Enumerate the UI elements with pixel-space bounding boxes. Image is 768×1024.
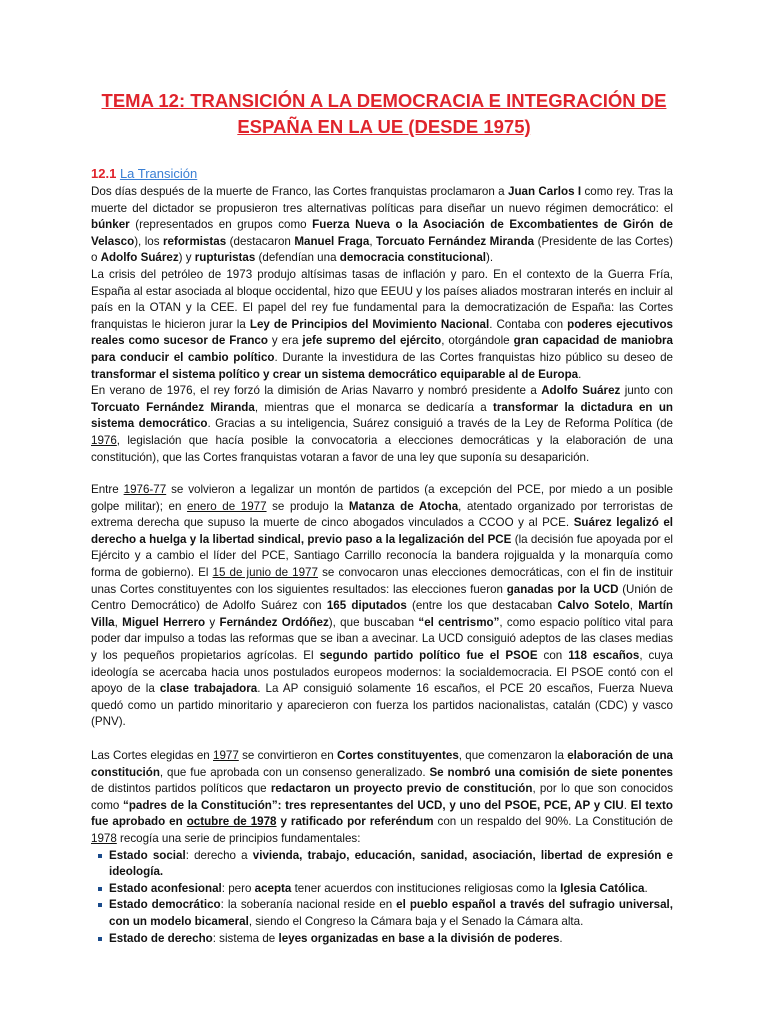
- text-run: . Contaba con: [489, 317, 568, 331]
- text-run: , por lo que son conocidos como: [91, 782, 673, 812]
- text-run: y ratificado por referéndum: [276, 815, 434, 829]
- text-run: .: [644, 881, 648, 895]
- text-run: (la decisión fue apoyada por el Ejército y a cambio el líder del PCE, Santiago Carrillo reconocía la bandera rojigualda y la monarquía como forma de gobierno). El: [91, 532, 673, 580]
- text-run: redactaron un proyecto previo de constitución: [270, 782, 533, 796]
- title-line-1: TEMA 12: TRANSICIÓN A LA DEMOCRACIA E INTEGRACIÓN DE: [101, 90, 667, 111]
- title-line-2: ESPAÑA EN LA UE (DESDE 1975): [237, 116, 531, 137]
- text-run: , que comenzaron la: [458, 749, 568, 762]
- text-run: , legislación que hacía posible la convocatoria a elecciones democráticas y la elaboración de una constitución), que las Cortes franquistas votaran a favor de una ley que suponía su desaparición.: [91, 433, 673, 464]
- text-run: ,: [369, 234, 377, 248]
- text-run: Las Cortes elegidas en: [91, 749, 213, 762]
- document-title: [90, 88, 678, 140]
- text-run: con: [537, 649, 569, 663]
- text-run: , que fue aprobada con un consenso generalizado.: [159, 765, 430, 779]
- text-run: “el centrismo”: [418, 615, 500, 629]
- text-run: democracia constitucional: [339, 251, 487, 265]
- text-run: , como espacio político vital para poder dar impulso a todas las reformas que se iban a avecinar. La UCD consiguió adeptos de las clases medias y los pequeños propietarios agrícolas. El: [91, 615, 673, 663]
- list-item: [91, 931, 673, 948]
- text-run: (Unión de Centro Democrático) de Adolfo Suárez con: [91, 582, 673, 613]
- paragraph-5: [91, 748, 673, 848]
- section-name: La Transición: [119, 166, 198, 181]
- text-run: , atentado organizado por terroristas de extrema derecha que supuso la muerte de cinco abogados vinculados a CCOO y al PCE.: [91, 499, 673, 530]
- text-run: enero de 1977: [187, 499, 267, 513]
- document-body: [91, 184, 673, 947]
- text-run: 1976: [91, 433, 117, 447]
- paragraph-1: [91, 184, 673, 267]
- text-run: Fuerza Nueva o la Asociación de Excombatientes de Girón de Velasco: [91, 218, 673, 248]
- text-run: , cuya ideología se acercaba hacia unos postulados europeos modernos: la socialdemocracia. El PSOE contó con el apoyo de la: [91, 649, 674, 696]
- principles-list: [91, 848, 673, 948]
- text-run: Miguel Herrero: [122, 615, 206, 629]
- text-run: ganadas por la UCD: [506, 582, 619, 596]
- text-run: . La AP consiguió solamente 16 escaños, el PCE 20 escaños, Fuerza Nueva quedó como un partido minoritario y aparecieron con fuerza los partidos nacionalistas, catalán (CDC) y vasco (PNV).: [91, 682, 674, 729]
- text-run: 1976-77: [123, 483, 167, 497]
- text-run: con un respaldo del 90%. La Constitución de: [433, 815, 673, 829]
- text-run: tener acuerdos con instituciones religiosas como la: [291, 881, 561, 895]
- text-run: .: [559, 931, 563, 945]
- text-run: .: [623, 798, 631, 812]
- text-run: . Durante la investidura de las Cortes franquistas hizo público su deseo de: [274, 350, 674, 364]
- text-run: clase trabajadora: [159, 682, 258, 696]
- text-run: , otorgándole: [441, 334, 514, 348]
- text-run: : la soberanía nacional reside en: [220, 898, 397, 912]
- text-run: búnker: [91, 218, 130, 232]
- text-run: Estado aconfesional: [109, 881, 222, 895]
- text-run: Adolfo Suárez: [100, 251, 179, 265]
- text-run: el pueblo español a través del sufragio universal, con un modelo bicameral: [109, 898, 673, 928]
- text-run: ,: [114, 615, 123, 629]
- text-run: se produjo la: [266, 499, 349, 513]
- text-run: , mientras que el monarca se dedicaría a: [254, 400, 494, 414]
- text-run: ), los: [134, 234, 164, 248]
- text-run: ).: [486, 251, 494, 265]
- text-run: leyes organizadas en base a la división de poderes: [278, 931, 560, 945]
- text-run: Matanza de Atocha: [348, 499, 459, 513]
- text-run: acepta: [254, 881, 292, 895]
- text-run: (defendían una: [255, 251, 340, 265]
- text-run: Martín Villa: [91, 599, 673, 629]
- spacer: [91, 731, 673, 748]
- text-run: Iglesia Católica: [560, 881, 645, 895]
- text-run: Estado democrático: [109, 898, 221, 912]
- text-run: de distintos partidos políticos que: [91, 782, 271, 796]
- text-run: y: [205, 615, 220, 629]
- text-run: (entre los que destacaban: [406, 599, 558, 613]
- text-run: poderes ejecutivos reales como sucesor de Franco: [91, 317, 673, 348]
- text-run: como rey. Tras la muerte del dictador se propusieron tres alternativas políticas para diseñar un nuevo régimen democrático: el: [91, 185, 674, 215]
- text-run: reformistas: [163, 234, 227, 248]
- section-heading: [91, 166, 197, 183]
- text-run: ) y: [178, 251, 195, 265]
- text-run: transformar la dictadura en un sistema democrático: [91, 400, 673, 431]
- text-run: jefe supremo del ejército: [302, 334, 442, 348]
- text-run: Fernández Ordóñez: [219, 615, 329, 629]
- list-item: [91, 848, 673, 881]
- text-run: 1978: [91, 831, 117, 845]
- text-run: Ley de Principios del Movimiento Nacional: [249, 317, 490, 331]
- spacer: [91, 466, 673, 482]
- text-run: gran capacidad de maniobra para conducir el cambio político: [91, 334, 673, 364]
- text-run: En verano de 1976, el rey forzó la dimisión de Arias Navarro y nombró presidente a: [91, 384, 542, 398]
- text-run: Torcuato Fernández Miranda: [91, 400, 255, 414]
- text-run: junto con: [620, 384, 673, 398]
- text-run: se convirtieron en: [238, 749, 337, 762]
- text-run: elaboración de una constitución: [91, 749, 673, 779]
- text-run: , siendo el Congreso la Cámara baja y el Senado la Cámara alta.: [248, 914, 584, 928]
- text-run: . Gracias a su inteligencia, Suárez consiguió a través de la Ley de Reforma Política (de: [207, 417, 674, 431]
- text-run: octubre de 1978: [186, 815, 277, 829]
- text-run: Adolfo Suárez: [541, 384, 621, 398]
- text-run: (destacaron: [226, 234, 295, 248]
- list-item: [91, 881, 673, 898]
- text-run: .: [578, 367, 582, 381]
- paragraph-3: [91, 383, 673, 466]
- text-run: se volvieron a legalizar un montón de partidos (a excepción del PCE, por miedo a un posible golpe militar); en: [91, 483, 673, 513]
- text-run: : pero: [221, 881, 255, 895]
- text-run: Estado de derecho: [109, 931, 213, 945]
- text-run: Torcuato Fernández Miranda: [376, 234, 535, 248]
- text-run: Entre: [91, 483, 124, 497]
- text-run: La crisis del petróleo de 1973 produjo altísimas tasas de inflación y paro. En el contexto de la Guerra Fría, España al estar asociada al bloque occidental, hizo que EEUU y los países aliados mostraran interés en incluir al país en la OTAN y la CEE. El papel del rey fue fundamental para la democratización de España: las Cortes franquistas le hicieron jurar la: [91, 267, 673, 331]
- text-run: ,: [629, 599, 639, 613]
- text-run: El texto fue aprobado en: [91, 798, 673, 829]
- text-run: 165 diputados: [326, 599, 407, 613]
- text-run: “padres de la Constitución”: tres representantes del UCD, y uno del PSOE, PCE, AP y CIU: [123, 798, 624, 812]
- section-number: 12.1: [91, 166, 117, 181]
- text-run: 15 de junio de 1977: [212, 566, 318, 580]
- text-run: Se nombró una comisión de siete ponentes: [429, 765, 674, 779]
- text-run: (Presidente de las Cortes) o: [91, 234, 673, 265]
- text-run: Juan Carlos I: [508, 185, 582, 198]
- paragraph-2: [91, 267, 673, 383]
- text-run: segundo partido político fue el PSOE: [319, 649, 538, 663]
- text-run: 1977: [213, 749, 239, 762]
- text-run: Dos días después de la muerte de Franco, las Cortes franquistas proclamaron a: [91, 185, 508, 198]
- paragraph-4: [91, 482, 673, 731]
- list-item: [91, 897, 673, 930]
- text-run: Calvo Sotelo: [557, 599, 630, 613]
- text-run: (representados en grupos como: [129, 218, 313, 232]
- text-run: y era: [267, 334, 303, 348]
- text-run: recogía una serie de principios fundamentales:: [116, 831, 361, 845]
- text-run: ), que buscaban: [328, 615, 419, 629]
- text-run: vivienda, trabajo, educación, sanidad, asociación, libertad de expresión e ideología.: [109, 848, 673, 879]
- text-run: 118 escaños: [568, 649, 640, 663]
- text-run: Suárez legalizó el derecho a huelga y la libertad sindical, previo paso a la legalización del PCE: [91, 516, 673, 546]
- text-run: Cortes constituyentes: [336, 749, 459, 762]
- text-run: transformar el sistema político y crear un sistema democrático equiparable al de Europa: [91, 367, 579, 381]
- text-run: : derecho a: [185, 848, 253, 862]
- text-run: Estado social: [109, 848, 186, 862]
- text-run: Manuel Fraga: [294, 234, 370, 248]
- text-run: rupturistas: [194, 251, 256, 265]
- text-run: se convocaron unas elecciones democráticas, con el fin de instituir unas Cortes constituyentes con los siguientes resultados: las elecciones fueron: [91, 566, 673, 596]
- text-run: : sistema de: [212, 931, 279, 945]
